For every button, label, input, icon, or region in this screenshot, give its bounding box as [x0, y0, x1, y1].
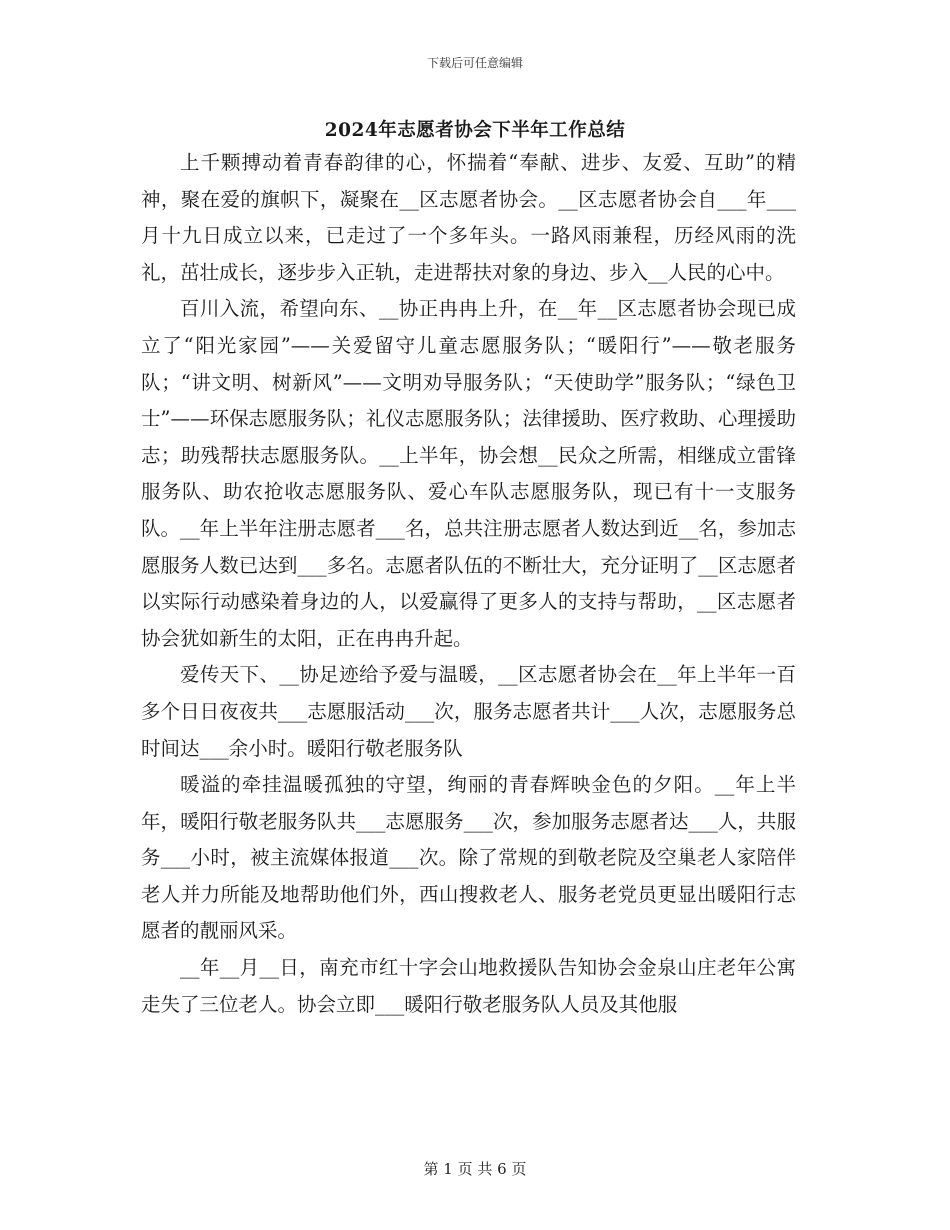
paragraph-4: 暖溢的牵挂温暖孤独的守望，绚丽的青春辉映金色的夕阳。__年上半年，暖阳行敬老服务队共___志愿服务___次，参加服务志愿者达___人，共服务___小时，被主流媒体报道___次。除了常规的到敬老院及空巢老人家陪伴老人并力所能及地帮助他们外，西山搜救老人、服务老党员更显出暖阳行志愿者的靓丽风采。 — [141, 773, 796, 943]
paragraph-5: __年__月__日，南充市红十字会山地救援队告知协会金泉山庄老年公寓走失了三位老人。协会立即___暖阳行敬老服务队人员及其他服 — [141, 956, 796, 1016]
paragraph-2: 百川入流，希望向东、__协正冉冉上升，在__年__区志愿者协会现已成立了“阳光家园”——关爱留守儿童志愿服务队；“暖阳行”——敬老服务队；“讲文明、树新风”——文明劝导服务队；“天使助学”服务队；“绿色卫士”——环保志愿服务队；礼仪志愿服务队；法律援助、医疗救助、心理援助志；助残帮扶志愿服务队。__上半年，协会想__民众之所需，相继成立雷锋服务队、助农抢收志愿服务队、爱心车队志愿服务队，现已有十一支服务队。__年上半年注册志愿者___名，总共注册志愿者人数达到近__名，参加志愿服务人数已达到___多名。志愿者队伍的不断壮大，充分证明了__区志愿者以实际行动感染着身边的人，以爱赢得了更多人的支持与帮助，__区志愿者协会犹如新生的太阳，正在冉冉升起。 — [141, 297, 796, 650]
paragraph-3: 爱传天下、__协足迹给予爱与温暖，__区志愿者协会在__年上半年一百多个日日夜夜共___志愿服活动___次，服务志愿者共计___人次，志愿服务总时间达___余小时。暖阳行敬老服务队 — [141, 663, 796, 760]
document-body — [141, 145, 796, 1023]
paragraph-1: 上千颗搏动着青春韵律的心，怀揣着“奉献、进步、友爱、互助”的精神，聚在爱的旗帜下，凝聚在__区志愿者协会。__区志愿者协会自___年___月十九日成立以来，已走过了一个多年头。一路风雨兼程，历经风雨的洗礼，茁壮成长，逐步步入正轨，走进帮扶对象的身边、步入__人民的心中。 — [141, 151, 796, 284]
page-number-footer: 第 1 页 共 6 页 — [423, 1160, 527, 1178]
page-header-note: 下载后可任意编辑 — [426, 56, 523, 70]
document-title: 2024年志愿者协会下半年工作总结 — [324, 120, 626, 141]
